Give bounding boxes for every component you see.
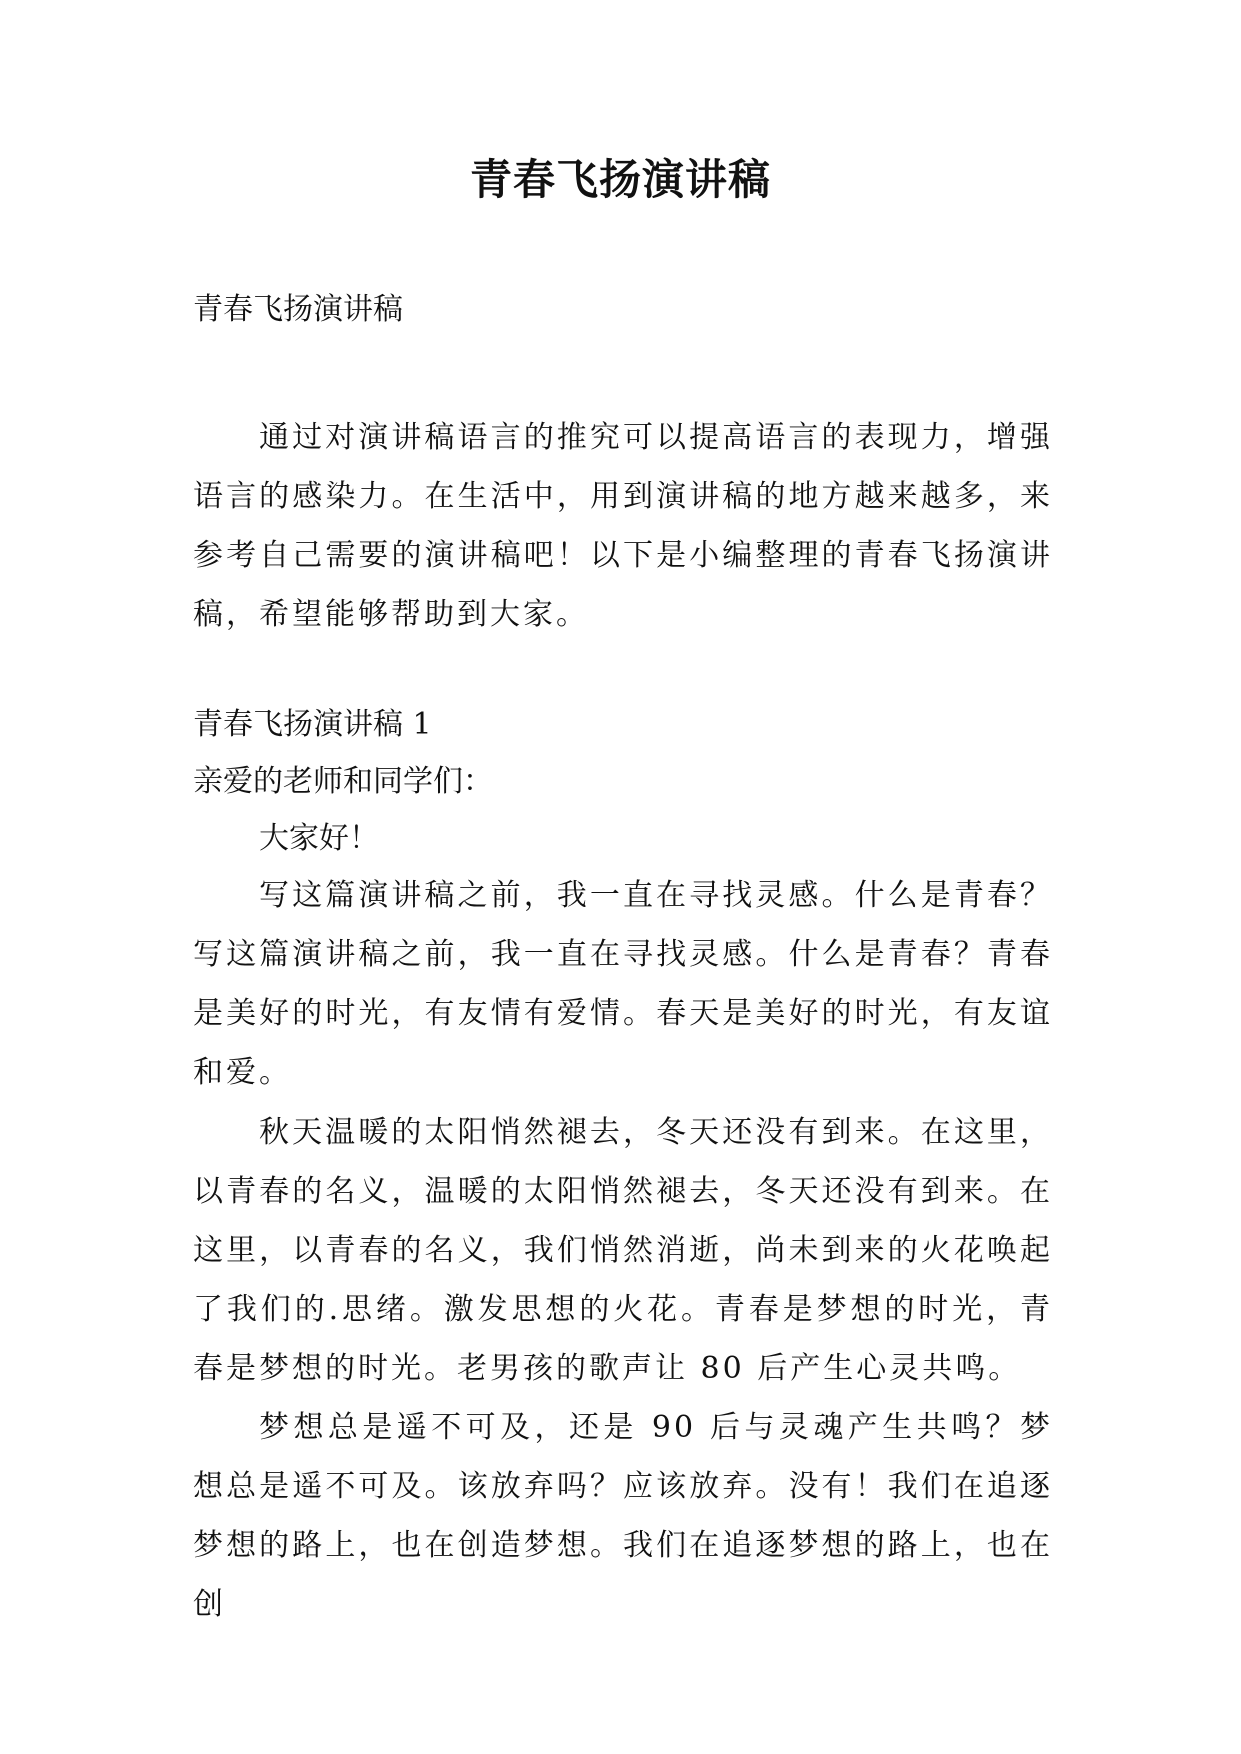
greeting: 大家好！ bbox=[259, 821, 379, 856]
body-paragraph: 写这篇演讲稿之前，我一直在寻找灵感。什么是青春？写这篇演讲稿之前，我一直在寻找灵感。什么是青春？青春是美好的时光，有友情有爱情。春天是美好的时光，有友谊和爱。 bbox=[193, 878, 1053, 1090]
body-paragraph: 秋天温暖的太阳悄然褪去，冬天还没有到来。在这里，以青春的名义，温暖的太阳悄然褪去，冬天还没有到来。在这里，以青春的名义，我们悄然消逝，尚未到来的火花唤起了我们的.思绪。激发思想的火花。青春是梦想的时光，青春是梦想的时光。老男孩的歌声让 80 后产生心灵共鸣。 bbox=[193, 1115, 1053, 1386]
body-paragraph: 梦想总是遥不可及，还是 90 后与灵魂产生共鸣？梦想总是遥不可及。该放弃吗？应该放弃。没有！我们在追逐梦想的路上，也在创造梦想。我们在追逐梦想的路上，也在创 bbox=[193, 1410, 1053, 1622]
subtitle: 青春飞扬演讲稿 bbox=[193, 292, 403, 327]
section-heading: 青春飞扬演讲稿 1 bbox=[193, 707, 432, 742]
salutation: 亲爱的老师和同学们： bbox=[193, 764, 493, 799]
intro-paragraph: 通过对演讲稿语言的推究可以提高语言的表现力，增强语言的感染力。在生活中，用到演讲稿的地方越来越多，来参考自己需要的演讲稿吧！以下是小编整理的青春飞扬演讲稿，希望能够帮助到大家。 bbox=[193, 420, 1053, 632]
page-title: 青春飞扬演讲稿 bbox=[469, 155, 771, 204]
